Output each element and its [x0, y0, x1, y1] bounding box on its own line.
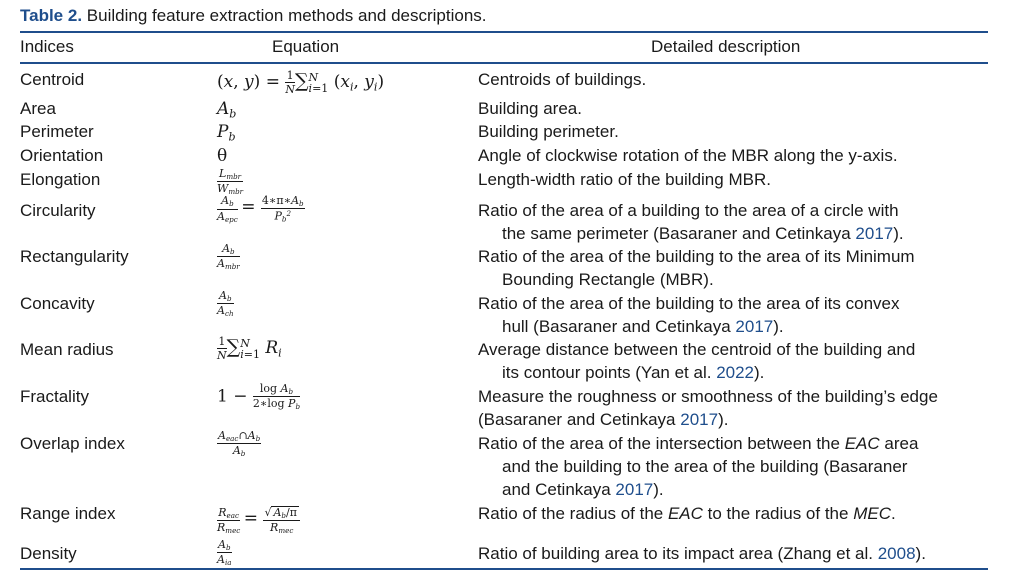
description-cell: Building perimeter.: [478, 122, 619, 141]
table-label: Table 2.: [20, 6, 83, 25]
equation-cell: $P_b$: [217, 122, 236, 144]
citation-link[interactable]: 2017: [680, 410, 719, 429]
index-cell: Circularity: [20, 201, 96, 220]
index-cell: Range index: [20, 504, 116, 523]
equation-cell: $\frac{1}{N}$ ∑ N i=1 $R_i$: [217, 335, 282, 362]
index-cell: Perimeter: [20, 122, 94, 141]
citation-link[interactable]: 2017: [735, 317, 774, 336]
equation-cell: $\frac{A_b}{A_{ch}}$: [217, 289, 234, 319]
description-cell: Length-width ratio of the building MBR.: [478, 170, 771, 189]
table-top-rule: [20, 31, 988, 33]
index-cell: Mean radius: [20, 340, 114, 359]
description-cell: Centroids of buildings.: [478, 70, 647, 89]
index-cell: Area: [20, 99, 56, 118]
description-cell: Ratio of building area to its impact area (Zhang et al. 2008).: [478, 544, 926, 563]
table-title: Building feature extraction methods and descriptions.: [86, 6, 487, 25]
citation-link[interactable]: 2017: [855, 224, 894, 243]
header-equation: Equation: [272, 37, 340, 56]
table-bottom-rule: [20, 568, 988, 570]
description-cell: Ratio of the area of a building to the area of a circle with the same perimeter (Basaraner and Cetinkaya 2017).: [478, 201, 904, 243]
description-cell: Building area.: [478, 99, 582, 118]
equation-cell: $\frac{A_b}{A_{ia}}$: [217, 538, 232, 568]
equation-cell: $\frac{A_{eac}\cap A_b}{A_b}$: [218, 429, 261, 459]
equation-cell: 1 − $\frac{\log A_b}{2∗\log P_b}$: [217, 382, 301, 412]
equation-cell: $\frac{L_{mbr}}{W_{mbr}}$: [217, 167, 244, 197]
index-cell: Density: [20, 544, 77, 563]
equation-cell: $\frac{R_{eac}}{R_{mec}}$ = $\frac{√ A_b/\pi}{R_{mec}}$: [217, 506, 300, 535]
header-indices: Indices: [20, 37, 74, 56]
table-header-rule: [20, 62, 988, 64]
equation-cell: (x, y) = $\frac{1}{N}$ ∑ N i=1 ($x_i$, $y_i$): [217, 69, 385, 96]
description-cell: Ratio of the area of the building to the area of its convex hull (Basaraner and Cetinkaya 2017).: [478, 294, 900, 336]
equation-cell: θ: [217, 146, 228, 166]
index-cell: Fractality: [20, 387, 89, 406]
description-cell: Average distance between the centroid of the building and its contour points (Yan et al. 2022).: [478, 340, 916, 382]
description-cell: Measure the roughness or smoothness of the building’s edge (Basaraner and Cetinkaya 2017).: [478, 387, 938, 429]
description-cell: Angle of clockwise rotation of the MBR along the y-axis.: [478, 146, 898, 165]
index-cell: Centroid: [20, 70, 85, 89]
equation-cell: $\frac{A_b}{A_{epc}}$ = $\frac{4∗\pi∗A_b}{P_b^2}$: [217, 194, 304, 224]
citation-link[interactable]: 2008: [877, 544, 916, 563]
index-cell: Concavity: [20, 294, 95, 313]
description-cell: Ratio of the area of the building to the area of its Minimum Bounding Rectangle (MBR).: [478, 247, 915, 289]
index-cell: Elongation: [20, 170, 101, 189]
index-cell: Orientation: [20, 146, 104, 165]
index-cell: Overlap index: [20, 434, 125, 453]
description-cell: Ratio of the radius of the EAC to the radius of the MEC.: [478, 504, 896, 523]
index-cell: Rectangularity: [20, 247, 129, 266]
header-description: Detailed description: [651, 37, 801, 56]
citation-link[interactable]: 2017: [615, 480, 654, 499]
equation-cell: $\frac{A_b}{A_{mbr}}$: [217, 242, 240, 272]
citation-link[interactable]: 2022: [716, 363, 755, 382]
table-caption: [20, 6, 487, 26]
description-cell: Ratio of the area of the intersection between the EAC area and the building to the area of the building (Basaraner and Cetinkaya 2017).: [478, 434, 919, 499]
equation-cell: $A_b$: [217, 99, 237, 121]
